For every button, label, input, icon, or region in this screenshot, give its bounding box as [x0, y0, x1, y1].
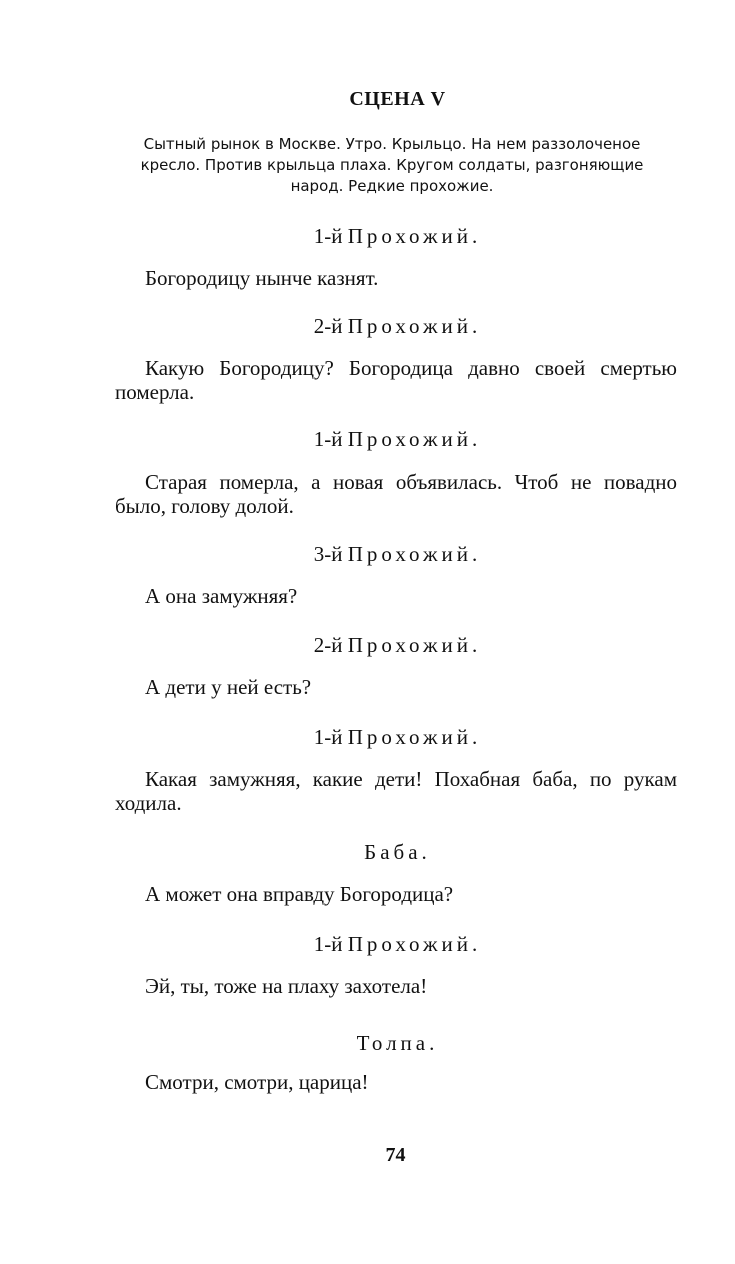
speaker-heading — [0, 1029, 735, 1057]
dialogue-line: Смотри, смотри, царица! — [145, 1070, 369, 1094]
speaker-name: Прохожий. — [347, 224, 482, 248]
speaker-heading — [0, 540, 735, 568]
scene-title: СЦЕНА V — [349, 88, 446, 110]
dialogue-line: Какую Богородицу? Богородица давно своей смертью померла. — [115, 356, 677, 404]
speaker-name: Толпа. — [356, 1031, 439, 1055]
speaker-heading — [0, 838, 735, 866]
speaker-heading — [0, 222, 735, 250]
dialogue-line: Эй, ты, тоже на плаху захотела! — [145, 974, 428, 998]
page-number: 74 — [385, 1144, 406, 1166]
dialogue-line: Богородицу нынче казнят. — [145, 266, 379, 290]
dialogue-line: А может она вправду Богородица? — [145, 882, 454, 906]
speaker-heading — [0, 312, 735, 340]
dialogue-line: А она замужняя? — [145, 584, 298, 608]
speaker-number: 1-й — [313, 932, 343, 956]
speaker-name: Баба. — [364, 840, 431, 864]
speaker-number: 1-й — [313, 427, 343, 451]
speaker-number: 1-й — [313, 725, 343, 749]
dialogue-line: Старая померла, а новая объявилась. Чтоб не повадно было, голову долой. — [115, 470, 677, 518]
speaker-heading — [0, 723, 735, 751]
speaker-number: 1-й — [313, 224, 343, 248]
speaker-name: Прохожий. — [347, 725, 482, 749]
speaker-name: Прохожий. — [347, 427, 482, 451]
dialogue-line: Какая замужняя, какие дети! Похабная баба, по рукам ходила. — [115, 767, 677, 815]
dialogue-line: А дети у ней есть? — [145, 675, 312, 699]
speaker-number: 3-й — [313, 542, 343, 566]
speaker-number: 2-й — [313, 633, 343, 657]
speaker-name: Прохожий. — [347, 542, 482, 566]
stage-direction: Сытный рынок в Москве. Утро. Крыльцо. На нем раззолоченое кресло. Против крыльца плаха. Кругом солдаты, разгоняющие народ. Редкие прохожие. — [140, 135, 644, 195]
speaker-name: Прохожий. — [347, 932, 482, 956]
speaker-number: 2-й — [313, 314, 343, 338]
speaker-heading — [0, 631, 735, 659]
speaker-name: Прохожий. — [347, 314, 482, 338]
speaker-heading — [0, 425, 735, 453]
speaker-heading — [0, 930, 735, 958]
speaker-name: Прохожий. — [347, 633, 482, 657]
